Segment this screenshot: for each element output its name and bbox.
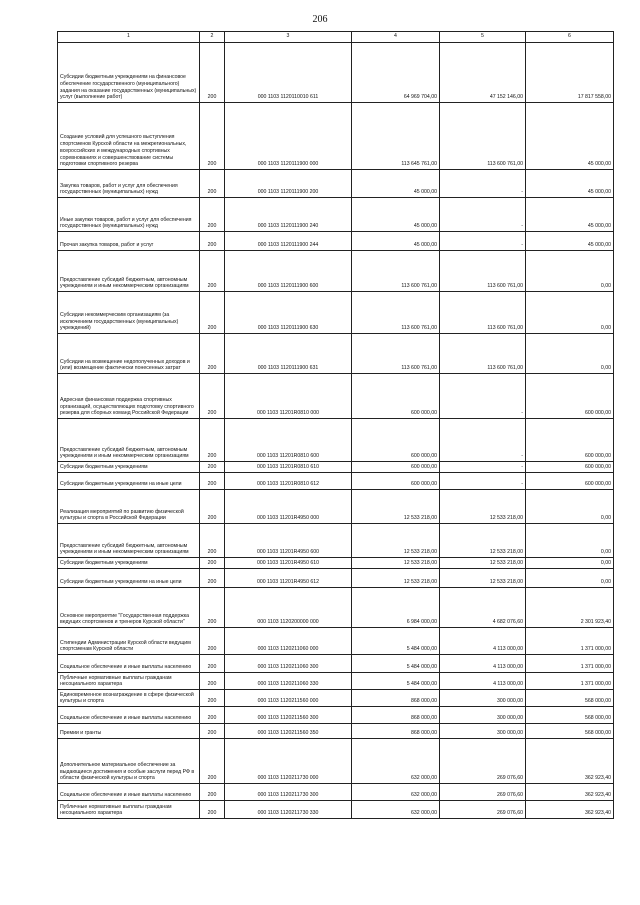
- row-budget-code-cell: 000 1103 11201R4950 610: [225, 558, 352, 569]
- table-row: [58, 292, 614, 334]
- row-unexecuted-amount-cell: 0,00: [526, 558, 614, 569]
- row-unexecuted-amount-cell: 568 000,00: [526, 724, 614, 739]
- row-budget-code-cell: 000 1103 11201R0810 000: [225, 374, 352, 419]
- row-name-cell: Прочая закупка товаров, работ и услуг: [58, 232, 200, 251]
- row-approved-amount-cell: 5 484 000,00: [352, 655, 440, 673]
- row-chapter-code-cell: 200: [200, 724, 225, 739]
- row-executed-amount-cell: -: [440, 462, 526, 473]
- row-executed-amount-cell: 4 113 000,00: [440, 655, 526, 673]
- row-executed-amount-cell: 113 600 761,00: [440, 251, 526, 292]
- table-row: [58, 198, 614, 232]
- row-unexecuted-amount-cell: 1 371 000,00: [526, 673, 614, 690]
- row-executed-amount-cell: 269 076,60: [440, 739, 526, 784]
- row-budget-code-cell: 000 1103 1120211560 300: [225, 707, 352, 724]
- table-row: [58, 524, 614, 558]
- row-unexecuted-amount-cell: 0,00: [526, 569, 614, 588]
- row-unexecuted-amount-cell: 45 000,00: [526, 103, 614, 170]
- row-chapter-code-cell: 200: [200, 103, 225, 170]
- table-row: [58, 170, 614, 198]
- row-approved-amount-cell: 600 000,00: [352, 419, 440, 462]
- row-approved-amount-cell: 45 000,00: [352, 198, 440, 232]
- budget-execution-table: [57, 31, 614, 819]
- row-executed-amount-cell: -: [440, 374, 526, 419]
- row-executed-amount-cell: 113 600 761,00: [440, 292, 526, 334]
- table-row: [58, 490, 614, 524]
- row-chapter-code-cell: 200: [200, 739, 225, 784]
- row-budget-code-cell: 000 1103 1120111900 630: [225, 292, 352, 334]
- row-name-cell: Предоставление субсидий бюджетным, автономным учреждениям и иным некоммерческим организациям: [58, 419, 200, 462]
- row-executed-amount-cell: -: [440, 198, 526, 232]
- row-executed-amount-cell: 4 113 000,00: [440, 628, 526, 655]
- table-row: [58, 569, 614, 588]
- row-approved-amount-cell: 5 484 000,00: [352, 628, 440, 655]
- row-budget-code-cell: 000 1103 1120111900 000: [225, 103, 352, 170]
- row-chapter-code-cell: 200: [200, 801, 225, 819]
- row-chapter-code-cell: 200: [200, 628, 225, 655]
- column-header-6: 6: [526, 32, 614, 43]
- row-approved-amount-cell: 5 484 000,00: [352, 673, 440, 690]
- row-approved-amount-cell: 12 533 218,00: [352, 524, 440, 558]
- row-budget-code-cell: 000 1103 11201R0810 600: [225, 419, 352, 462]
- row-name-cell: Создание условий для успешного выступления спортсменов Курской области на межрегиональных, всероссийских и международных спортивных соревнованиях и совершенствование системы подготовки спортивного резерва: [58, 103, 200, 170]
- row-budget-code-cell: 000 1103 1120111900 200: [225, 170, 352, 198]
- row-name-cell: Социальное обеспечение и иные выплаты населению: [58, 655, 200, 673]
- row-name-cell: Социальное обеспечение и иные выплаты населению: [58, 784, 200, 801]
- row-name-cell: Публичные нормативные выплаты гражданам несоциального характера: [58, 801, 200, 819]
- row-executed-amount-cell: -: [440, 170, 526, 198]
- row-executed-amount-cell: 269 076,60: [440, 801, 526, 819]
- column-header-3: 3: [225, 32, 352, 43]
- row-executed-amount-cell: 300 000,00: [440, 724, 526, 739]
- row-name-cell: Иные закупки товаров, работ и услуг для обеспечения государственных (муниципальных) нужд: [58, 198, 200, 232]
- row-executed-amount-cell: 12 533 218,00: [440, 490, 526, 524]
- row-budget-code-cell: 000 1103 1120111900 240: [225, 198, 352, 232]
- table-row: [58, 232, 614, 251]
- row-executed-amount-cell: -: [440, 419, 526, 462]
- row-unexecuted-amount-cell: 362 923,40: [526, 739, 614, 784]
- row-approved-amount-cell: 632 000,00: [352, 801, 440, 819]
- row-unexecuted-amount-cell: 362 923,40: [526, 801, 614, 819]
- row-unexecuted-amount-cell: 2 301 923,40: [526, 588, 614, 628]
- row-unexecuted-amount-cell: 0,00: [526, 490, 614, 524]
- row-budget-code-cell: 000 1103 1120200000 000: [225, 588, 352, 628]
- row-approved-amount-cell: 113 600 761,00: [352, 334, 440, 374]
- row-name-cell: Публичные нормативные выплаты гражданам несоциального характера: [58, 673, 200, 690]
- row-name-cell: Предоставление субсидий бюджетным, автономным учреждениям и иным некоммерческим организациям: [58, 251, 200, 292]
- row-approved-amount-cell: 113 645 761,00: [352, 103, 440, 170]
- row-unexecuted-amount-cell: 17 817 558,00: [526, 43, 614, 103]
- table-row: [58, 588, 614, 628]
- row-unexecuted-amount-cell: 362 923,40: [526, 784, 614, 801]
- row-approved-amount-cell: 12 533 218,00: [352, 490, 440, 524]
- row-budget-code-cell: 000 1103 1120211560 350: [225, 724, 352, 739]
- table-row: [58, 628, 614, 655]
- row-executed-amount-cell: -: [440, 232, 526, 251]
- column-header-5: 5: [440, 32, 526, 43]
- table-row: [58, 462, 614, 473]
- row-unexecuted-amount-cell: 1 371 000,00: [526, 655, 614, 673]
- table-row: [58, 724, 614, 739]
- row-budget-code-cell: 000 1103 1120111900 600: [225, 251, 352, 292]
- row-unexecuted-amount-cell: 45 000,00: [526, 232, 614, 251]
- row-chapter-code-cell: 200: [200, 170, 225, 198]
- column-header-4: 4: [352, 32, 440, 43]
- table-row: [58, 251, 614, 292]
- table-row: [58, 374, 614, 419]
- row-unexecuted-amount-cell: 45 000,00: [526, 170, 614, 198]
- row-approved-amount-cell: 45 000,00: [352, 232, 440, 251]
- row-unexecuted-amount-cell: 0,00: [526, 524, 614, 558]
- row-chapter-code-cell: 200: [200, 473, 225, 490]
- row-chapter-code-cell: 200: [200, 419, 225, 462]
- row-budget-code-cell: 000 1103 11201R4950 000: [225, 490, 352, 524]
- row-approved-amount-cell: 868 000,00: [352, 707, 440, 724]
- table-header-row: [58, 32, 614, 43]
- row-budget-code-cell: 000 1103 11201R0810 610: [225, 462, 352, 473]
- row-executed-amount-cell: 300 000,00: [440, 707, 526, 724]
- row-name-cell: Субсидии бюджетным учреждениям: [58, 558, 200, 569]
- row-executed-amount-cell: 12 533 218,00: [440, 524, 526, 558]
- table-row: [58, 784, 614, 801]
- row-chapter-code-cell: 200: [200, 784, 225, 801]
- row-approved-amount-cell: 64 969 704,00: [352, 43, 440, 103]
- row-name-cell: Закупка товаров, работ и услуг для обеспечения государственных (муниципальных) нужд: [58, 170, 200, 198]
- row-chapter-code-cell: 200: [200, 569, 225, 588]
- row-unexecuted-amount-cell: 568 000,00: [526, 707, 614, 724]
- row-budget-code-cell: 000 1103 1120211730 300: [225, 784, 352, 801]
- table-body: [58, 43, 614, 819]
- row-unexecuted-amount-cell: 600 000,00: [526, 462, 614, 473]
- row-name-cell: Реализация мероприятий по развитию физической культуры и спорта в Российской Федерации: [58, 490, 200, 524]
- row-chapter-code-cell: 200: [200, 588, 225, 628]
- table-row: [58, 655, 614, 673]
- table-row: [58, 558, 614, 569]
- row-budget-code-cell: 000 1103 1120111900 244: [225, 232, 352, 251]
- row-chapter-code-cell: 200: [200, 690, 225, 707]
- row-executed-amount-cell: -: [440, 473, 526, 490]
- row-name-cell: Субсидии некоммерческим организациям (за исключением государственных (муниципальных) учреждений): [58, 292, 200, 334]
- row-chapter-code-cell: 200: [200, 334, 225, 374]
- row-chapter-code-cell: 200: [200, 707, 225, 724]
- row-chapter-code-cell: 200: [200, 251, 225, 292]
- row-executed-amount-cell: 300 000,00: [440, 690, 526, 707]
- row-name-cell: Социальное обеспечение и иные выплаты населению: [58, 707, 200, 724]
- row-approved-amount-cell: 45 000,00: [352, 170, 440, 198]
- row-budget-code-cell: 000 1103 11201R0810 612: [225, 473, 352, 490]
- row-approved-amount-cell: 12 533 218,00: [352, 558, 440, 569]
- row-name-cell: Основное мероприятие "Государственная поддержка ведущих спортсменов и тренеров Курской области": [58, 588, 200, 628]
- row-executed-amount-cell: 269 076,60: [440, 784, 526, 801]
- row-budget-code-cell: 000 1103 11201R4950 600: [225, 524, 352, 558]
- row-unexecuted-amount-cell: 600 000,00: [526, 374, 614, 419]
- row-name-cell: Предоставление субсидий бюджетным, автономным учреждениям и иным некоммерческим организациям: [58, 524, 200, 558]
- row-name-cell: Дополнительное материальное обеспечение за выдающиеся достижения и особые заслуги перед РФ в области физической культуры и спорта: [58, 739, 200, 784]
- table-row: [58, 473, 614, 490]
- row-executed-amount-cell: 12 533 218,00: [440, 558, 526, 569]
- row-chapter-code-cell: 200: [200, 524, 225, 558]
- row-approved-amount-cell: 868 000,00: [352, 724, 440, 739]
- row-budget-code-cell: 000 1103 1120211730 330: [225, 801, 352, 819]
- row-name-cell: Субсидии на возмещение недополученных доходов и (или) возмещение фактически понесенных затрат: [58, 334, 200, 374]
- column-header-2: 2: [200, 32, 225, 43]
- row-chapter-code-cell: 200: [200, 292, 225, 334]
- row-chapter-code-cell: 200: [200, 673, 225, 690]
- row-chapter-code-cell: 200: [200, 43, 225, 103]
- row-name-cell: Субсидии бюджетным учреждениям на иные цели: [58, 569, 200, 588]
- row-approved-amount-cell: 12 533 218,00: [352, 569, 440, 588]
- page-number: 206: [312, 14, 328, 25]
- table-row: [58, 739, 614, 784]
- row-approved-amount-cell: 113 600 761,00: [352, 292, 440, 334]
- row-name-cell: Адресная финансовая поддержка спортивных организаций, осуществляющих подготовку спортивного резерва для сборных команд Российской Федерации: [58, 374, 200, 419]
- row-approved-amount-cell: 632 000,00: [352, 784, 440, 801]
- row-unexecuted-amount-cell: 568 000,00: [526, 690, 614, 707]
- table-row: [58, 419, 614, 462]
- row-budget-code-cell: 000 1103 1120211060 300: [225, 655, 352, 673]
- row-name-cell: Субсидии бюджетным учреждениям на иные цели: [58, 473, 200, 490]
- row-budget-code-cell: 000 1103 1120211560 000: [225, 690, 352, 707]
- row-name-cell: Субсидии бюджетным учреждениям на финансовое обеспечение государственного (муниципального) задания на оказание государственных (муниципальных) услуг (выполнение работ): [58, 43, 200, 103]
- column-header-1: 1: [58, 32, 200, 43]
- row-budget-code-cell: 000 1103 1120111900 631: [225, 334, 352, 374]
- row-chapter-code-cell: 200: [200, 374, 225, 419]
- row-budget-code-cell: 000 1103 1120110010 611: [225, 43, 352, 103]
- row-unexecuted-amount-cell: 600 000,00: [526, 473, 614, 490]
- row-unexecuted-amount-cell: 0,00: [526, 292, 614, 334]
- row-budget-code-cell: 000 1103 1120211730 000: [225, 739, 352, 784]
- row-name-cell: Премии и гранты: [58, 724, 200, 739]
- table-row: [58, 103, 614, 170]
- row-name-cell: Стипендии Администрации Курской области ведущим спортсменам Курской области: [58, 628, 200, 655]
- table-row: [58, 801, 614, 819]
- row-executed-amount-cell: 12 533 218,00: [440, 569, 526, 588]
- row-approved-amount-cell: 868 000,00: [352, 690, 440, 707]
- row-name-cell: Субсидии бюджетным учреждениям: [58, 462, 200, 473]
- row-unexecuted-amount-cell: 45 000,00: [526, 198, 614, 232]
- row-chapter-code-cell: 200: [200, 558, 225, 569]
- row-unexecuted-amount-cell: 1 371 000,00: [526, 628, 614, 655]
- row-approved-amount-cell: 600 000,00: [352, 473, 440, 490]
- row-chapter-code-cell: 200: [200, 655, 225, 673]
- row-executed-amount-cell: 4 113 000,00: [440, 673, 526, 690]
- row-executed-amount-cell: 4 682 076,60: [440, 588, 526, 628]
- row-executed-amount-cell: 47 152 146,00: [440, 43, 526, 103]
- table-row: [58, 673, 614, 690]
- row-budget-code-cell: 000 1103 1120211060 000: [225, 628, 352, 655]
- row-executed-amount-cell: 113 600 761,00: [440, 103, 526, 170]
- row-chapter-code-cell: 200: [200, 490, 225, 524]
- table-row: [58, 707, 614, 724]
- row-chapter-code-cell: 200: [200, 462, 225, 473]
- row-executed-amount-cell: 113 600 761,00: [440, 334, 526, 374]
- table-row: [58, 334, 614, 374]
- row-approved-amount-cell: 600 000,00: [352, 462, 440, 473]
- row-budget-code-cell: 000 1103 1120211060 330: [225, 673, 352, 690]
- table-row: [58, 690, 614, 707]
- row-approved-amount-cell: 6 984 000,00: [352, 588, 440, 628]
- row-unexecuted-amount-cell: 600 000,00: [526, 419, 614, 462]
- row-chapter-code-cell: 200: [200, 198, 225, 232]
- row-chapter-code-cell: 200: [200, 232, 225, 251]
- row-name-cell: Единовременное вознаграждение в сфере физической культуры и спорта: [58, 690, 200, 707]
- row-approved-amount-cell: 600 000,00: [352, 374, 440, 419]
- row-unexecuted-amount-cell: 0,00: [526, 334, 614, 374]
- row-approved-amount-cell: 113 600 761,00: [352, 251, 440, 292]
- row-unexecuted-amount-cell: 0,00: [526, 251, 614, 292]
- row-approved-amount-cell: 632 000,00: [352, 739, 440, 784]
- table-row: [58, 43, 614, 103]
- row-budget-code-cell: 000 1103 11201R4950 612: [225, 569, 352, 588]
